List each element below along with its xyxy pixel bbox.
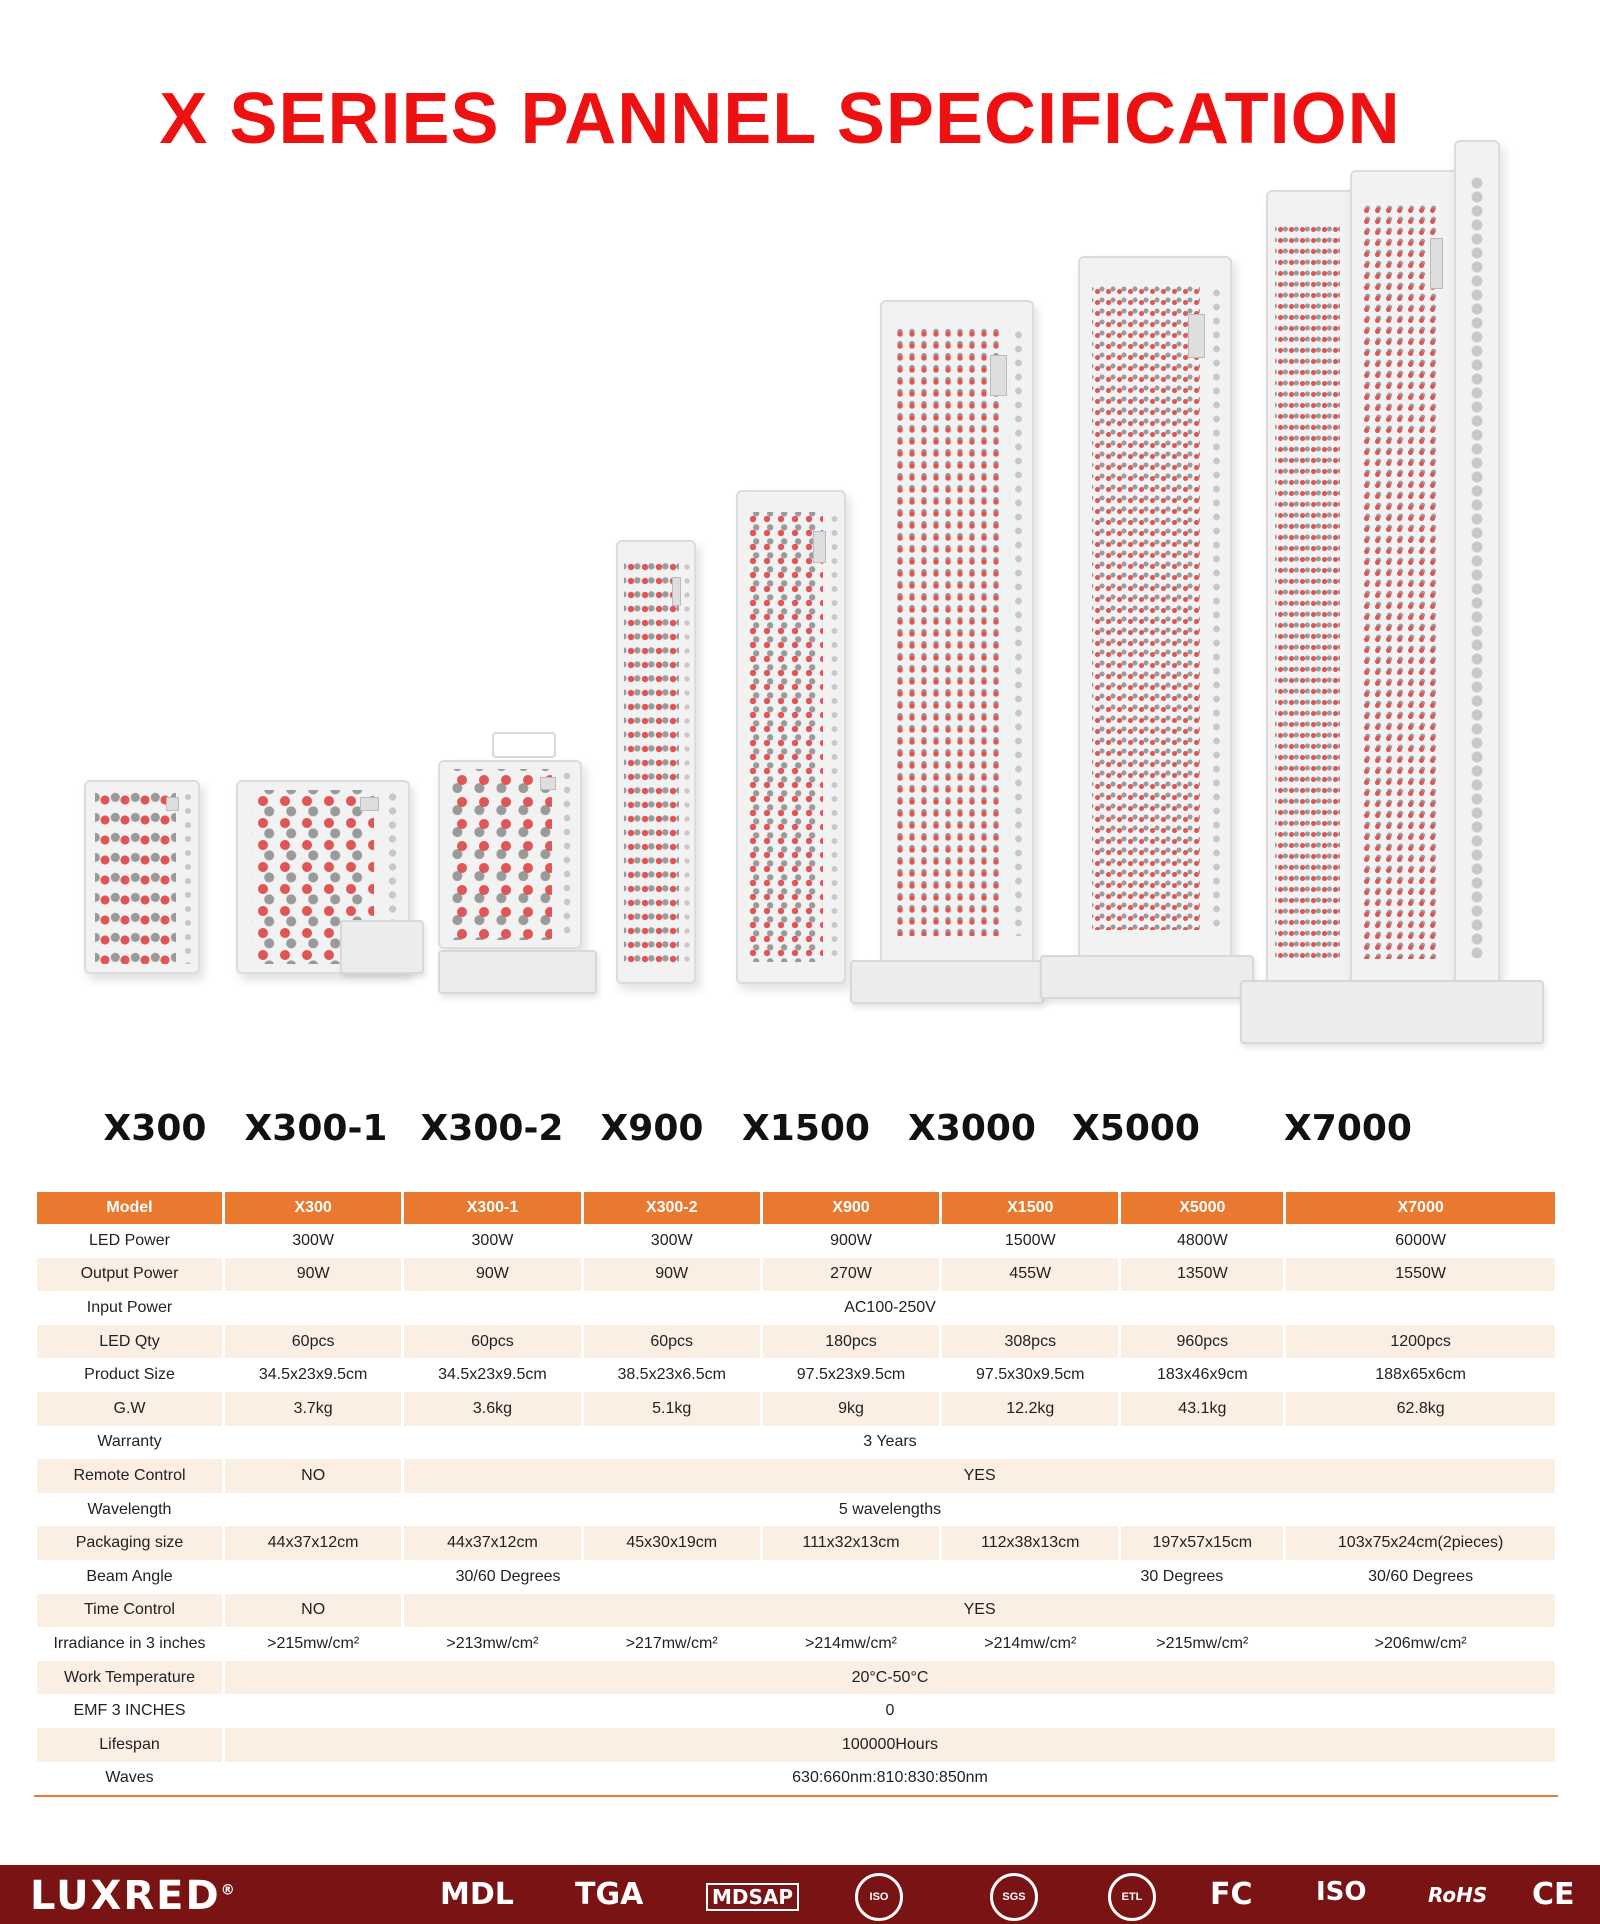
row-label: LED Power — [89, 1231, 170, 1249]
table-cell: 183x46x9cm — [1156, 1366, 1248, 1384]
table-cell: 455W — [942, 1258, 1118, 1292]
label-x300-1: X300-1 — [244, 1108, 388, 1149]
fcc-logo: FC — [1210, 1877, 1253, 1912]
table-cell: 5 wavelengths — [838, 1500, 942, 1518]
table-cell: 90W — [584, 1258, 760, 1292]
table-cell: 100000Hours — [225, 1728, 1555, 1762]
table-cell: 60pcs — [404, 1325, 580, 1359]
table-cell: YES — [404, 1459, 1555, 1493]
iso-13485-logo: ISO — [855, 1873, 903, 1921]
table-cell: >214mw/cm² — [984, 1634, 1077, 1652]
label-x300-2: X300-2 — [420, 1108, 564, 1149]
footer-bar — [0, 1865, 1600, 1924]
table-row — [37, 1627, 1555, 1661]
header-cell: X5000 — [1121, 1192, 1283, 1224]
table-cell: 97.5x23x9.5cm — [796, 1366, 906, 1384]
panel-x7000-right-image — [1454, 140, 1500, 994]
row-label: G.W — [37, 1392, 222, 1426]
table-row — [37, 1291, 1555, 1325]
label-x7000: X7000 — [1284, 1108, 1412, 1149]
table-row — [37, 1694, 1555, 1728]
brand-mark: ® — [220, 1882, 237, 1899]
table-row — [37, 1224, 1555, 1258]
table-cell: 44x37x12cm — [404, 1526, 580, 1560]
table-cell: 1350W — [1121, 1258, 1283, 1292]
panel-x1500-image — [736, 490, 846, 984]
table-body — [37, 1224, 1555, 1795]
brand-logo — [30, 1873, 237, 1919]
table-cell: 45x30x19cm — [584, 1526, 760, 1560]
table-cell: 630:660nm:810:830:850nm — [792, 1769, 988, 1787]
table-cell: 6000W — [1395, 1231, 1446, 1249]
table-row — [37, 1526, 1555, 1560]
table-cell: 308pcs — [942, 1325, 1118, 1359]
row-label: Remote Control — [37, 1459, 222, 1493]
table-cell: 62.8kg — [1286, 1392, 1555, 1426]
header-cell: X1500 — [942, 1192, 1118, 1224]
stand-x300-1 — [340, 920, 424, 974]
row-label: Time Control — [37, 1594, 222, 1628]
label-x300: X300 — [103, 1108, 207, 1149]
table-cell: 90W — [225, 1258, 401, 1292]
table-cell: 4800W — [1176, 1231, 1228, 1249]
table-cell: 180pcs — [763, 1325, 939, 1359]
header-cell: X7000 — [1286, 1192, 1555, 1224]
panel-x300-2-image — [438, 760, 582, 949]
table-cell: 188x65x6cm — [1375, 1366, 1466, 1384]
table-cell: 960pcs — [1121, 1325, 1283, 1359]
row-label: Warranty — [97, 1433, 162, 1451]
row-label: Lifespan — [37, 1728, 222, 1762]
table-row — [37, 1392, 1555, 1426]
table-row — [37, 1661, 1555, 1695]
table-row — [37, 1594, 1555, 1628]
table-row — [37, 1493, 1555, 1527]
table-row — [37, 1459, 1555, 1493]
iso-logo: ISO — [1316, 1877, 1367, 1907]
brand-name: LUXRED — [30, 1873, 221, 1919]
table-cell: YES — [404, 1594, 1555, 1628]
table-cell: NO — [225, 1594, 401, 1628]
label-x900: X900 — [600, 1108, 704, 1149]
table-row — [37, 1426, 1555, 1460]
table-row — [37, 1358, 1555, 1392]
table-cell: >217mw/cm² — [625, 1634, 718, 1652]
panel-x3000-image — [880, 300, 1034, 964]
table-cell: 20°C-50°C — [225, 1661, 1555, 1695]
rohs-logo: RoHS — [1428, 1883, 1488, 1907]
table-cell: 90W — [404, 1258, 580, 1292]
label-x5000: X5000 — [1072, 1108, 1200, 1149]
row-label: Output Power — [37, 1258, 222, 1292]
specification-table — [34, 1192, 1558, 1795]
table-cell: 3.6kg — [404, 1392, 580, 1426]
header-cell: X900 — [763, 1192, 939, 1224]
stand-x3000 — [850, 960, 1044, 1004]
table-cell: 103x75x24cm(2pieces) — [1286, 1526, 1555, 1560]
label-x1500: X1500 — [742, 1108, 870, 1149]
stand-x300-2 — [438, 950, 597, 994]
row-label: Product Size — [84, 1366, 175, 1384]
row-label: EMF 3 INCHES — [73, 1702, 186, 1720]
table-cell: 300W — [292, 1231, 335, 1249]
product-illustrations — [0, 160, 1600, 1120]
table-cell: >213mw/cm² — [446, 1634, 539, 1652]
panel-x300-image — [84, 780, 200, 974]
table-cell: >206mw/cm² — [1374, 1634, 1467, 1652]
row-label: Irradiance in 3 inches — [53, 1634, 206, 1652]
table-cell: >215mw/cm² — [267, 1634, 360, 1652]
mdsap-logo: MDSAP — [706, 1883, 799, 1911]
table-cell: 12.2kg — [942, 1392, 1118, 1426]
table-cell: 30/60 Degrees — [1368, 1567, 1474, 1585]
table-cell: 300W — [650, 1231, 693, 1249]
sgs-logo: SGS — [990, 1873, 1038, 1921]
table-cell: 5.1kg — [584, 1392, 760, 1426]
label-x3000: X3000 — [908, 1108, 1036, 1149]
panel-x900-image — [616, 540, 696, 984]
table-cell: 1500W — [1004, 1231, 1056, 1249]
row-label: LED Qty — [37, 1325, 222, 1359]
table-cell: 0 — [885, 1702, 895, 1720]
mdl-logo: MDL — [440, 1877, 514, 1912]
header-cell: X300-1 — [404, 1192, 580, 1224]
table-cell: 270W — [763, 1258, 939, 1292]
table-cell: 30 Degrees — [1140, 1567, 1224, 1585]
table-cell: 60pcs — [584, 1325, 760, 1359]
panel-x7000-center-image — [1350, 170, 1464, 994]
header-cell: X300-2 — [584, 1192, 760, 1224]
table-cell: 111x32x13cm — [763, 1526, 939, 1560]
table-cell: 44x37x12cm — [225, 1526, 401, 1560]
ce-logo: CE — [1532, 1877, 1575, 1912]
page-title: X SERIES PANNEL SPECIFICATION — [159, 79, 1401, 159]
etl-logo: ETL — [1108, 1873, 1156, 1921]
table-cell: 300W — [471, 1231, 514, 1249]
table-row — [37, 1560, 1555, 1594]
stand-x5000 — [1040, 955, 1254, 999]
stand-x7000 — [1240, 980, 1544, 1044]
table-cell: 34.5x23x9.5cm — [258, 1366, 368, 1384]
header-cell: X300 — [225, 1192, 401, 1224]
table-cell: 34.5x23x9.5cm — [438, 1366, 547, 1384]
table-cell: 97.5x30x9.5cm — [976, 1366, 1085, 1384]
table-cell: 1200pcs — [1286, 1325, 1555, 1359]
table-cell: >215mw/cm² — [1156, 1634, 1249, 1652]
table-cell: 112x38x13cm — [942, 1526, 1118, 1560]
table-header-row — [37, 1192, 1555, 1224]
table-cell: AC100-250V — [844, 1298, 936, 1316]
table-cell: 1550W — [1286, 1258, 1555, 1292]
table-cell: 197x57x15cm — [1121, 1526, 1283, 1560]
table-cell: 3 Years — [863, 1433, 917, 1451]
tga-logo: TGA — [575, 1877, 644, 1912]
table-row — [37, 1258, 1555, 1292]
table-cell: 900W — [830, 1231, 872, 1249]
table-cell: NO — [225, 1459, 401, 1493]
table-cell: 60pcs — [225, 1325, 401, 1359]
handle-x300-2 — [492, 732, 556, 758]
table-row — [37, 1728, 1555, 1762]
panel-x5000-image — [1078, 256, 1232, 960]
table-row — [37, 1325, 1555, 1359]
row-label: Work Temperature — [37, 1661, 222, 1695]
row-label: Waves — [105, 1769, 154, 1787]
table-cell: 30/60 Degrees — [455, 1567, 561, 1585]
table-cell: 38.5x23x6.5cm — [617, 1366, 726, 1384]
table-bottom-rule — [34, 1795, 1558, 1797]
row-label: Input Power — [86, 1298, 173, 1316]
row-label: Beam Angle — [86, 1567, 173, 1585]
table-cell: 3.7kg — [225, 1392, 401, 1426]
table-cell: 9kg — [763, 1392, 939, 1426]
row-label: Wavelength — [87, 1500, 172, 1518]
panel-x7000-left-image — [1266, 190, 1360, 994]
header-cell: Model — [37, 1192, 222, 1224]
row-label: Packaging size — [37, 1526, 222, 1560]
table-cell: >214mw/cm² — [804, 1634, 897, 1652]
table-row — [37, 1762, 1555, 1796]
table-cell: 43.1kg — [1121, 1392, 1283, 1426]
